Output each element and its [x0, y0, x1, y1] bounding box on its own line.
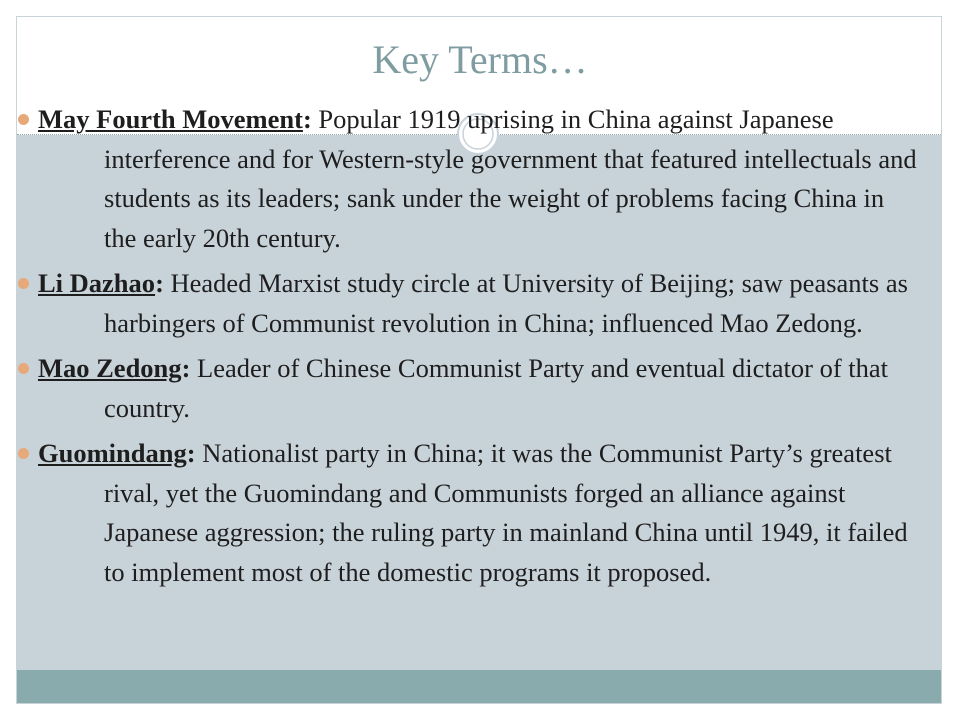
- term-colon: :: [155, 268, 164, 298]
- term-name: May Fourth Movement: [38, 104, 303, 134]
- bullet-icon: [18, 114, 29, 125]
- term-definition: Nationalist party in China; it was the Communist Party’s greatest rival, yet the Guomindang and Communists forged an alliance against Japanese aggression; the ruling party in mainland China until 1949, it failed to implement most of the domestic programs it proposed.: [104, 438, 908, 587]
- term-colon: :: [302, 104, 312, 134]
- term-colon: :: [186, 438, 196, 468]
- term-item: [38, 100, 918, 258]
- term-item: [38, 264, 918, 343]
- term-name: Li Dazhao: [38, 268, 156, 298]
- bullet-icon: [18, 363, 29, 374]
- term-definition: Leader of Chinese Communist Party and eventual dictator of that country.: [104, 353, 889, 423]
- term-item: [38, 349, 918, 428]
- term-definition: Popular 1919 uprising in China against Japanese interference and for Western-style government that featured intellectuals and students as its leaders; sank under the weight of problems facing China in the early 20th century.: [104, 104, 917, 253]
- term-colon: :: [181, 353, 191, 383]
- slide-title: Key Terms…: [372, 37, 588, 82]
- terms-list: [38, 100, 918, 598]
- bullet-icon: [18, 278, 29, 289]
- term-definition: Headed Marxist study circle at University of Beijing; saw peasants as harbingers of Communist revolution in China; influenced Mao Zedong.: [104, 268, 908, 338]
- term-name: Guomindang: [38, 438, 187, 468]
- term-item: [38, 434, 918, 592]
- bullet-icon: [18, 448, 29, 459]
- term-name: Mao Zedong: [38, 353, 182, 383]
